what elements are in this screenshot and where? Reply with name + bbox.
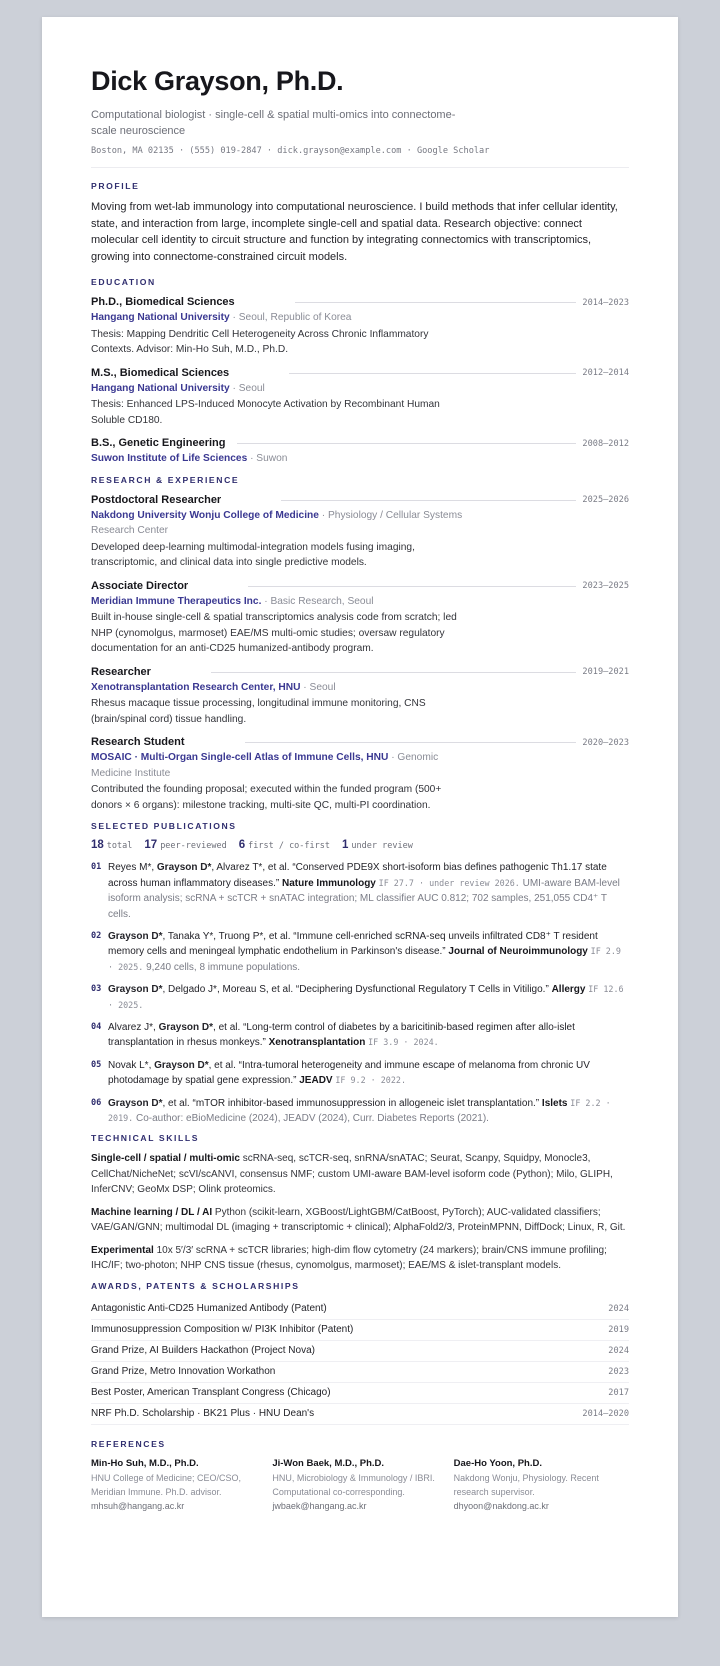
organization-name: Hangang National University: [91, 312, 230, 324]
section-heading-publications: SELECTED PUBLICATIONS: [91, 821, 237, 832]
entry-organization: [91, 680, 471, 696]
candidate-name: Dick Grayson, Ph.D.: [91, 66, 344, 96]
publication-item: [91, 982, 629, 1013]
experience-entry: [91, 493, 629, 571]
entry-title: M.S., Biomedical Sciences: [91, 366, 230, 379]
reference-description: Nakdong Wonju, Physiology. Recent research supervisor.: [453, 1472, 599, 1497]
publication-item: [91, 929, 629, 975]
author-highlight: Grayson D*: [158, 1022, 214, 1034]
experience-entry: [91, 735, 629, 813]
award-item: [91, 1320, 629, 1341]
authors-after: , Delgado J*, Moreau S, et al.: [162, 984, 296, 996]
education-list: [91, 295, 629, 467]
entry-description: Thesis: Enhanced LPS-Induced Monocyte Activation by Recombinant Human Soluble CD180.: [91, 399, 440, 426]
award-item: [91, 1383, 629, 1404]
entry-title: Postdoctoral Researcher: [91, 493, 222, 506]
journal-name: Islets: [541, 1097, 568, 1109]
reference-description: HNU, Microbiology & Immunology / IBRI. Computational co-corresponding.: [272, 1472, 435, 1497]
award-item: [91, 1341, 629, 1362]
entry-organization: [91, 451, 471, 467]
entry-organization: [91, 594, 471, 610]
publication-title: “Intra-tumoral heterogeneity and immune escape of melanoma from chronic UV photodamage by spatial gene expression.”: [108, 1059, 590, 1087]
authors-after: , et al.: [162, 1097, 193, 1109]
resume-content: [91, 65, 629, 1513]
authors-after: , Tanaka Y*, Truong P*, et al.: [162, 931, 294, 942]
impact-factor: IF 2.2 · 2019.: [108, 1097, 611, 1124]
publication-number: 02: [91, 931, 102, 941]
award-item: [91, 1299, 629, 1320]
publication-stats: [91, 839, 629, 851]
journal-name: Xenotransplantation: [268, 1037, 366, 1049]
authors-before: Alvarez J*,: [108, 1022, 159, 1034]
award-name: Best Poster, American Transplant Congress (Chicago): [91, 1387, 331, 1399]
skill-item: [91, 1205, 629, 1236]
entry-title: Ph.D., Biomedical Sciences: [91, 296, 235, 309]
impact-factor: IF 2.9 · 2025.: [108, 946, 621, 972]
reference-name: Ji-Won Baek, M.D., Ph.D.: [272, 1457, 385, 1469]
entry-date: 2019–2021: [582, 667, 629, 678]
entry-header-row: [91, 295, 629, 310]
organization-name: Suwon Institute of Life Sciences: [91, 453, 248, 465]
skill-text: Python (scikit-learn, XGBoost/LightGBM/CatBoost, PyTorch); AUC-validated classifiers; VAE/GAN/GNN; multimodal DL (imaging + transcriptomic + clinical); AlphaFold2/3, ProteinMPNN, DiffDock; Linux, R, Git.: [91, 1206, 626, 1234]
entry-date: 2023–2025: [582, 581, 629, 592]
publication-title: “Long-term control of diabetes by a baricitinib-based regimen after allo-islet transplantation in rhesus monkeys.”: [108, 1022, 575, 1049]
entry-rule: [245, 742, 577, 743]
author-highlight: Grayson D*: [108, 931, 163, 942]
skill-label: Machine learning / DL / AI: [91, 1206, 213, 1218]
reference-item: [454, 1457, 629, 1513]
contact-line: Boston, MA 02135 · (555) 019-2847 · dick.grayson@example.com · Google Scholar: [91, 146, 490, 156]
publication-number: 01: [91, 862, 102, 873]
entry-title: Researcher: [91, 665, 151, 678]
organization-location: · Seoul: [300, 681, 336, 693]
authors-after: , et al.: [213, 1022, 244, 1034]
publication-note: 9,240 cells, 8 immune populations.: [146, 961, 301, 973]
entry-rule: [281, 500, 576, 501]
publication-title: “Conserved PDE9X short-isoform bias defines pathogenic Th1.17 state across human inflammatory diseases.”: [108, 862, 607, 889]
publication-title: “Deciphering Dysfunctional Regulatory T Cells in Vitiligo.”: [295, 984, 549, 996]
award-name: Immunosuppression Composition w/ PI3K Inhibitor (Patent): [91, 1324, 354, 1336]
reference-item: [91, 1457, 266, 1513]
experience-entry: [91, 665, 629, 728]
entry-organization: [91, 381, 471, 397]
entry-rule: [248, 586, 576, 587]
stat-label: peer-reviewed: [160, 841, 227, 852]
publication-number: 03: [91, 984, 102, 995]
entry-date: 2025–2026: [582, 495, 629, 506]
skill-label: Experimental: [91, 1244, 154, 1256]
entry-description: Built in-house single-cell & spatial transcriptomics analysis code from scratch; led NHP (cynomolgus, marmoset) EAE/MS multi-omic studies; oversaw regulatory documentation for an anti-CD25 humanized-antibody program.: [91, 612, 457, 655]
award-item: [91, 1404, 629, 1425]
journal-name: Journal of Neuroimmunology: [448, 946, 588, 958]
award-year: 2017: [608, 1387, 629, 1398]
impact-factor: IF 27.7 · under review 2026.: [378, 877, 520, 888]
organization-location: · Physiology / Cellular Systems Research Center: [91, 509, 463, 537]
organization-location: · Seoul, Republic of Korea: [229, 312, 352, 324]
section-heading-skills: TECHNICAL SKILLS: [91, 1133, 200, 1144]
publication-number: 05: [91, 1059, 102, 1070]
publication-note: Co-author: eBioMedicine (2024), JEADV (2024), Curr. Diabetes Reports (2021).: [136, 1113, 489, 1125]
journal-name: Nature Immunology: [281, 877, 376, 889]
stat-label: total: [106, 841, 133, 852]
entry-title: B.S., Genetic Engineering: [91, 437, 226, 450]
tagline: Computational biologist · single-cell & spatial multi-omics into connectome-scale neuroscience: [91, 109, 456, 137]
skills-list: [91, 1151, 629, 1274]
award-year: 2024: [608, 1345, 629, 1356]
reference-description: HNU College of Medicine; CEO/CSO, Meridian Immune. Ph.D. advisor.: [91, 1472, 242, 1497]
section-heading-education: EDUCATION: [91, 277, 156, 288]
stat-label: under review: [351, 841, 413, 852]
reference-email: mhsuh@hangang.ac.kr: [91, 1500, 185, 1511]
journal-name: JEADV: [299, 1075, 333, 1087]
publication-item: [91, 860, 629, 922]
publication-list: [91, 860, 629, 1126]
awards-list: [91, 1299, 629, 1425]
reference-item: [272, 1457, 447, 1513]
entry-header-row: [91, 493, 629, 508]
section-heading-references: REFERENCES: [91, 1438, 166, 1449]
entry-description: Contributed the founding proposal; executed within the funded program (500+ donors × 6 organs): milestone tracking, multi-site QC, multi-PI coordination.: [91, 784, 442, 811]
award-name: Antagonistic Anti-CD25 Humanized Antibody (Patent): [91, 1303, 327, 1315]
stat-number: 1: [342, 839, 349, 852]
entry-title: Associate Director: [91, 579, 189, 592]
impact-factor: IF 9.2 · 2022.: [335, 1075, 406, 1086]
organization-name: Nakdong University Wonju College of Medicine: [91, 509, 319, 521]
publication-number: 04: [91, 1022, 102, 1033]
section-heading-profile: PROFILE: [91, 181, 140, 191]
publication-title: “Immune cell-enriched scRNA-seq unveils infiltrated CD8⁺ T resident memory cells and meningeal lymphatic endothelium in Parkinson's disease.”: [108, 931, 598, 958]
entry-date: 2012–2014: [582, 368, 629, 379]
stat-number: 17: [144, 839, 158, 852]
award-year: 2014–2020: [582, 1408, 629, 1419]
entry-organization: [91, 750, 471, 781]
publication-number: 06: [91, 1097, 102, 1108]
publication-citation: [108, 1058, 629, 1089]
award-name: Grand Prize, Metro Innovation Workathon: [91, 1366, 276, 1378]
entry-title: Research Student: [91, 736, 185, 749]
entry-header-row: [91, 735, 629, 750]
stat-number: 6: [238, 839, 246, 852]
reference-name: Min-Ho Suh, M.D., Ph.D.: [91, 1457, 199, 1469]
skill-label: Single-cell / spatial / multi-omic: [91, 1153, 240, 1165]
authors-after: , Alvarez T*, et al.: [211, 862, 293, 874]
publication-citation: [108, 929, 629, 975]
publication-item: [91, 1058, 629, 1089]
entry-header-row: [91, 366, 629, 381]
entry-description: Thesis: Mapping Dendritic Cell Heterogeneity Across Chronic Inflammatory Contexts. Advisor: Min-Ho Suh, M.D., Ph.D.: [91, 328, 429, 356]
journal-name: Allergy: [551, 984, 586, 996]
skill-text: scRNA-seq, scTCR-seq, snRNA/snATAC; Seurat, Scanpy, Squidpy, Monocle3, CellChat/NicheNet; scVI/scANVI, consensus NMF; custom UMI-aware BAM-level isoform code (Python); Milo, GLIPH, InferCNV; GeoMx DSP; Olink proteomics.: [91, 1153, 613, 1196]
award-year: 2023: [608, 1366, 629, 1377]
authors-before: Novak L*,: [108, 1059, 155, 1071]
reference-name: Dae-Ho Yoon, Ph.D.: [453, 1457, 542, 1469]
stat-label: first / co-first: [248, 841, 331, 852]
education-entry: [91, 295, 629, 358]
impact-factor: IF 12.6 · 2025.: [108, 984, 624, 1010]
entry-rule: [289, 373, 576, 374]
entry-header-row: [91, 436, 629, 451]
entry-date: 2014–2023: [582, 297, 629, 308]
stat-number: 18: [91, 839, 104, 852]
experience-entry: [91, 579, 629, 657]
references-list: [91, 1457, 629, 1513]
profile-text: Moving from wet-lab immunology into computational neuroscience. I build methods that infer cellular identity, state, and interaction from large, incomplete single-cell and spatial data. Research objective: connect molecular cell identity to circuit structure and function by integrating connectomics with transcriptomics, growing into connectome-constrained circuit models.: [91, 201, 618, 263]
section-heading-awards: AWARDS, PATENTS & SCHOLARSHIPS: [91, 1280, 300, 1291]
authors-before: Reyes M*,: [108, 862, 157, 874]
publication-item: [91, 1020, 629, 1051]
publication-citation: [108, 1096, 629, 1127]
skill-item: [91, 1151, 629, 1198]
author-highlight: Grayson D*: [108, 984, 163, 996]
entry-description: Rhesus macaque tissue processing, longitudinal immune monitoring, CNS (brain/spinal cord) tissue handling.: [91, 698, 426, 725]
reference-email: dhyoon@nakdong.ac.kr: [453, 1500, 549, 1511]
organization-name: MOSAIC · Multi-Organ Single-cell Atlas of Immune Cells, HNU: [91, 752, 389, 764]
award-name: NRF Ph.D. Scholarship · BK21 Plus · HNU Dean's: [91, 1408, 315, 1420]
author-highlight: Grayson D*: [108, 1097, 163, 1109]
resume-page: [42, 17, 678, 1617]
publication-citation: [108, 982, 629, 1013]
entry-rule: [237, 443, 576, 444]
authors-after: , et al.: [208, 1059, 239, 1071]
organization-location: · Genomic Medicine Institute: [91, 752, 439, 779]
entry-date: 2020–2023: [582, 737, 629, 748]
organization-name: Xenotransplantation Research Center, HNU: [91, 681, 301, 693]
skill-item: [91, 1243, 629, 1274]
publication-note: UMI-aware BAM-level isoform analysis; scRNA + scTCR + snATAC integration; ML classifier AUC 0.812; 702 samples, 251,055 CD4⁺ T cells.: [108, 877, 620, 920]
skill-text: 10x 5′/3′ scRNA + scTCR libraries; high-dim flow cytometry (24 markers); brain/CNS immune profiling; IHC/IF; two-photon; NHP CNS tissue (rhesus, cynomolgus, marmoset); EAE/MS & islet-transplant models.: [91, 1244, 607, 1272]
award-year: 2024: [608, 1303, 629, 1314]
section-heading-experience: RESEARCH & EXPERIENCE: [91, 474, 240, 485]
author-highlight: Grayson D*: [156, 862, 212, 874]
author-highlight: Grayson D*: [154, 1059, 209, 1071]
organization-name: Hangang National University: [91, 382, 230, 394]
award-year: 2019: [608, 1324, 629, 1335]
entry-organization: [91, 310, 471, 326]
publication-item: [91, 1096, 629, 1127]
entry-rule: [295, 302, 577, 303]
award-name: Grand Prize, AI Builders Hackathon (Project Nova): [91, 1345, 315, 1357]
entry-header-row: [91, 579, 629, 594]
education-entry: [91, 366, 629, 429]
reference-email: jwbaek@hangang.ac.kr: [272, 1500, 367, 1511]
publication-title: “mTOR inhibitor-based immunosuppression in allogeneic islet transplantation.”: [192, 1097, 540, 1109]
organization-name: Meridian Immune Therapeutics Inc.: [91, 595, 262, 607]
organization-location: · Basic Research, Seoul: [261, 595, 374, 607]
impact-factor: IF 3.9 · 2024.: [368, 1037, 439, 1048]
publication-citation: [108, 860, 629, 922]
entry-date: 2008–2012: [582, 438, 629, 449]
entry-organization: [91, 508, 471, 539]
experience-list: [91, 493, 629, 814]
organization-location: · Suwon: [247, 453, 288, 465]
education-entry: [91, 436, 629, 467]
publication-citation: [108, 1020, 629, 1051]
entry-rule: [211, 672, 576, 673]
entry-description: Developed deep-learning multimodal-integration models fusing imaging, transcriptomic, and clinical data into single predictive models.: [91, 541, 415, 569]
award-item: [91, 1362, 629, 1383]
divider: [91, 167, 629, 168]
entry-header-row: [91, 665, 629, 680]
organization-location: · Seoul: [229, 382, 265, 394]
